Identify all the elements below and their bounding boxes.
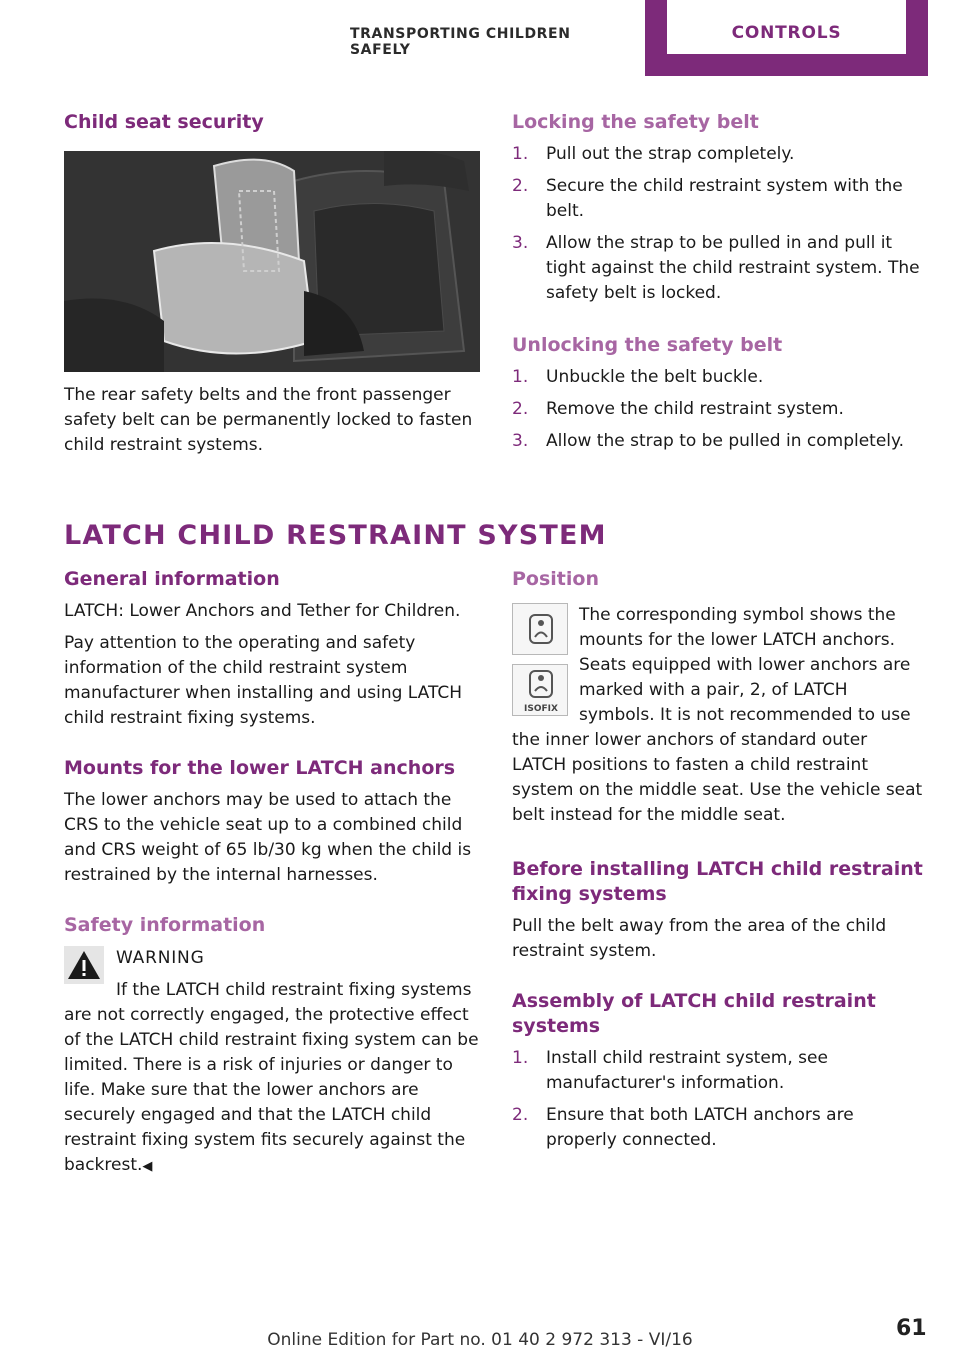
child-seat-security-section bbox=[64, 110, 480, 458]
position-title: Position bbox=[512, 568, 599, 590]
position-section bbox=[512, 567, 926, 1160]
warning-text: If the LATCH child restraint fixing systems are not correctly engaged, the protective effect of the LATCH child restraint fixing system can be limited. There is a risk of injuries or danger to life. Make sure that the lower anchors are securely engaged and that the LATCH child restraint fixing system fits securely against the backrest.◀ bbox=[64, 980, 479, 1175]
isofix-symbol-icon bbox=[512, 664, 568, 716]
chapter-tab-label: CONTROLS bbox=[667, 0, 906, 54]
locking-title: Locking the safety belt bbox=[512, 111, 759, 133]
list-item: 1. Unbuckle the belt buckle. bbox=[512, 367, 764, 387]
list-item: 2. Secure the child restraint system with the belt. bbox=[512, 176, 903, 221]
svg-text:ISOFIX: ISOFIX bbox=[524, 704, 558, 714]
unlocking-title: Unlocking the safety belt bbox=[512, 334, 783, 356]
general-information-section bbox=[64, 567, 480, 1179]
unlocking-steps bbox=[512, 365, 926, 454]
list-item: 3. Allow the strap to be pulled in completely. bbox=[512, 431, 905, 451]
position-body: The corresponding symbol shows the mounts for the lower LATCH anchors. Seats equipped with lower anchors are marked with a pair, 2, of LATCH symbols. It is not recommended to use the inner lower anchors of standard outer LATCH positions to fasten a child restraint system on the middle seat. Use the vehicle seat belt instead for the middle seat. bbox=[512, 605, 923, 825]
section-title: Child seat security bbox=[64, 111, 264, 133]
list-item: 2. Remove the child restraint system. bbox=[512, 399, 844, 419]
list-item: 1. Pull out the strap completely. bbox=[512, 144, 795, 164]
list-item: 1. Install child restraint system, see manufacturer's information. bbox=[512, 1048, 828, 1093]
unlocking-section bbox=[512, 333, 926, 461]
general-p2: Pay attention to the operating and safety information of the child restraint system manufacturer when installing and using LATCH child restraint fixing systems. bbox=[64, 633, 462, 728]
warning-triangle-icon bbox=[64, 946, 104, 984]
child-seat-photo bbox=[64, 151, 480, 372]
warning-label: WARNING bbox=[116, 948, 205, 968]
end-mark: ◀ bbox=[142, 1159, 153, 1174]
list-item: 3. Allow the strap to be pulled in and pull it tight against the child restraint system. The safety belt is locked. bbox=[512, 233, 920, 303]
list-item: 2. Ensure that both LATCH anchors are properly connected. bbox=[512, 1105, 854, 1150]
edition-footer: Online Edition for Part no. 01 40 2 972 313 - VI/16 bbox=[267, 1330, 693, 1350]
locking-section bbox=[512, 110, 926, 313]
position-block bbox=[512, 603, 926, 828]
section-body: The rear safety belts and the front passenger safety belt can be permanently locked to fasten child restraint systems. bbox=[64, 385, 473, 455]
before-body: Pull the belt away from the area of the child restraint system. bbox=[512, 916, 887, 961]
general-p1: LATCH: Lower Anchors and Tether for Children. bbox=[64, 601, 461, 621]
locking-steps bbox=[512, 142, 926, 306]
safety-title: Safety information bbox=[64, 914, 266, 936]
warning-block bbox=[64, 946, 480, 1179]
before-title: Before installing LATCH child restraint fixing systems bbox=[512, 858, 923, 905]
mounts-body: The lower anchors may be used to attach the CRS to the vehicle seat up to a combined child and CRS weight of 65 lb/30 kg when the child is restrained by the internal harnesses. bbox=[64, 790, 472, 885]
chapter-heading: LATCH CHILD RESTRAINT SYSTEM bbox=[64, 520, 607, 551]
page-number: 61 bbox=[896, 1316, 927, 1341]
general-title: General information bbox=[64, 568, 280, 590]
latch-symbol-icon bbox=[512, 603, 568, 655]
child-seat-illustration bbox=[64, 151, 480, 372]
mounts-title: Mounts for the lower LATCH anchors bbox=[64, 757, 456, 779]
running-header-section: TRANSPORTING CHILDREN SAFELY bbox=[350, 26, 571, 58]
chapter-tab[interactable] bbox=[645, 0, 928, 76]
assembly-steps bbox=[512, 1046, 926, 1153]
assembly-title: Assembly of LATCH child restraint systems bbox=[512, 990, 876, 1037]
